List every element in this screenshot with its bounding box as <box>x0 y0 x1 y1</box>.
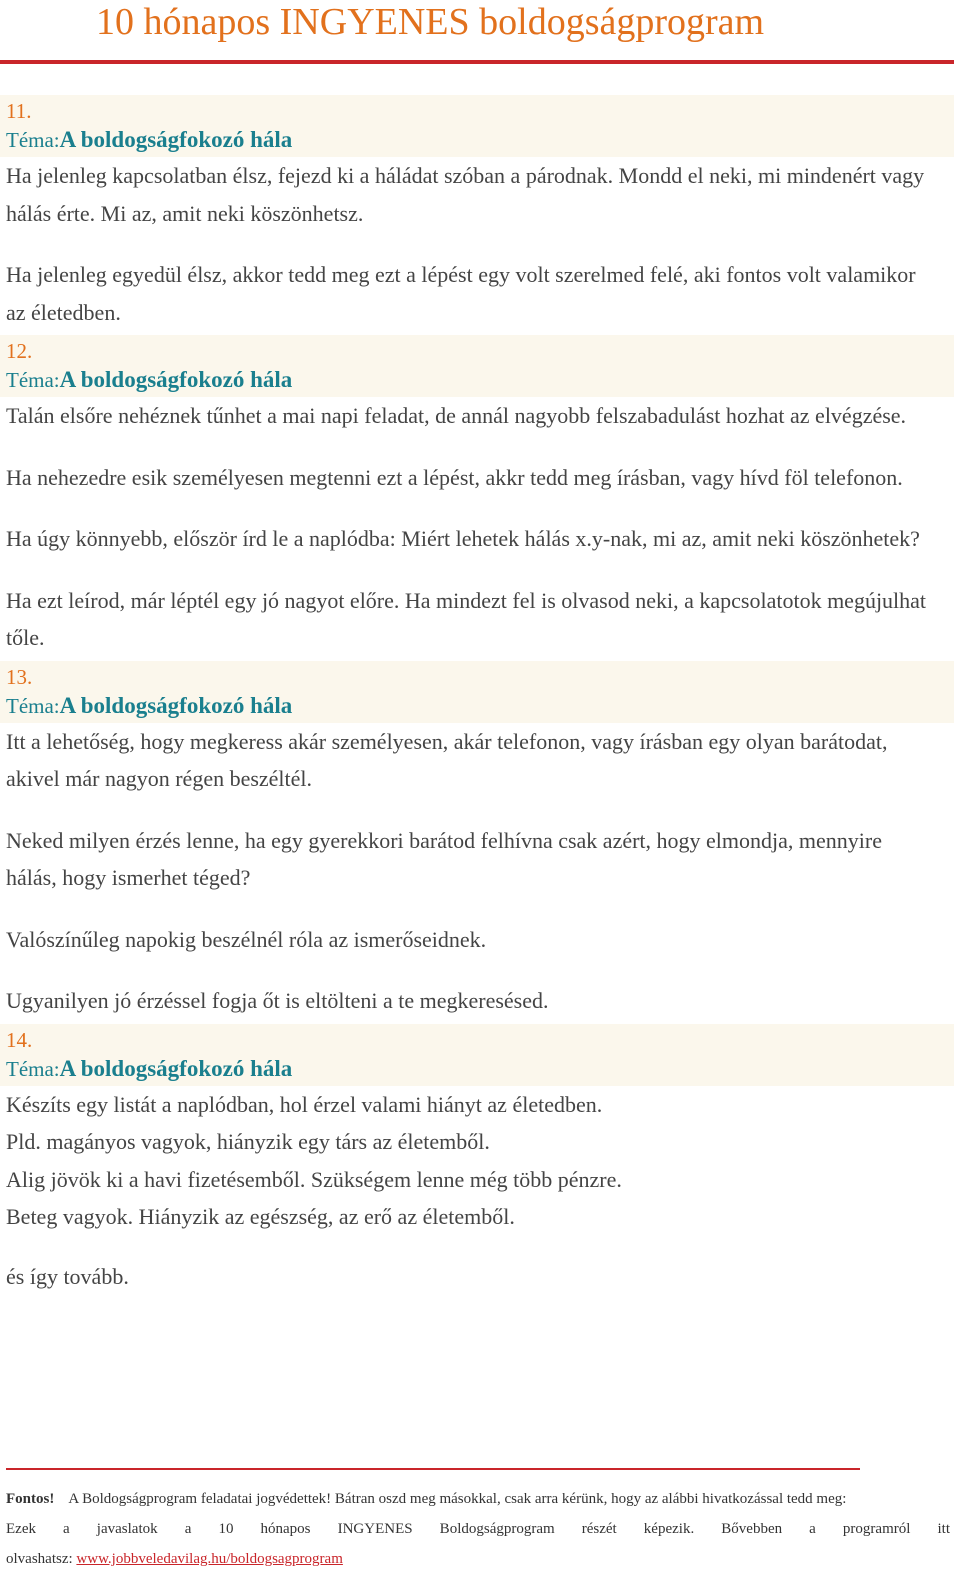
paragraph: Talán elsőre nehéznek tűnhet a mai napi feladat, de annál nagyobb felszabadulást hozhat az elvégzése. <box>6 403 907 428</box>
document-body <box>0 95 954 1295</box>
topic-name: A boldogságfokozó hála <box>59 1055 293 1081</box>
footer-link-prefix: olvashatsz: <box>6 1551 73 1567</box>
paragraph: Ha nehezedre esik személyesen megtenni ezt a lépést, akkr tedd meg írásban, vagy hívd föl telefonon. <box>6 464 903 490</box>
topic-line <box>6 365 954 395</box>
day-section-12 <box>0 335 954 657</box>
list-line: Készíts egy listát a naplódban, hol érzel valami hiányt az életedben. <box>6 1091 603 1117</box>
topic-label: Téma: <box>6 128 60 152</box>
footer-notice <box>6 1484 950 1514</box>
paragraph: Neked milyen érzés lenne, ha egy gyerekkori barátod felhívna csak azért, hogy elmondja, mennyire hálás, hogy ismerhet téged? <box>6 827 882 890</box>
paragraph: Valószínűleg napokig beszélnél róla az ismerőseidnek. <box>6 926 487 952</box>
footer <box>6 1484 950 1574</box>
day-section-14 <box>0 1024 954 1296</box>
topic-name: A boldogságfokozó hála <box>59 692 293 718</box>
footer-label: Fontos! <box>6 1491 55 1507</box>
footer-link-line <box>6 1544 950 1574</box>
title-divider <box>0 60 954 64</box>
topic-name: A boldogságfokozó hála <box>59 367 293 392</box>
topic-label: Téma: <box>6 368 60 392</box>
topic-name: A boldogságfokozó hála <box>59 127 293 152</box>
topic-line <box>6 691 954 721</box>
day-header <box>0 661 954 723</box>
paragraph: Ha ezt leírod, már léptél egy jó nagyot előre. Ha mindezt fel is olvasod neki, a kapcsolatotok megújulhat tőle. <box>6 587 927 650</box>
list-line: Beteg vagyok. Hiányzik az egészség, az erő az életemből. <box>6 1204 515 1229</box>
closing-line: és így tovább. <box>6 1263 129 1289</box>
day-number: 11. <box>6 99 32 123</box>
paragraph: Ugyanilyen jó érzéssel fogja őt is eltölteni a te megkeresésed. <box>6 988 549 1013</box>
program-link[interactable]: www.jobbveledavilag.hu/boldogsagprogram <box>76 1551 343 1567</box>
paragraph: Ha jelenleg kapcsolatban élsz, fejezd ki a háládat szóban a párodnak. Mondd el neki, mi mindenért vagy hálás érte. Mi az, amit neki köszönhetsz. <box>6 163 925 226</box>
footer-attribution: Ezek a javaslatok a 10 hónapos INGYENES Boldogságprogram részét képezik. Bővebben a programról itt <box>6 1521 950 1537</box>
footer-notice-text: A Boldogságprogram feladatai jogvédettek! Bátran oszd meg másokkal, csak arra kérünk, hogy az alábbi hivatkozással tedd meg: <box>68 1491 847 1507</box>
topic-label: Téma: <box>6 693 60 718</box>
topic-line <box>6 1054 954 1084</box>
paragraph: Ha jelenleg egyedül élsz, akkor tedd meg ezt a lépést egy volt szerelmed felé, aki fontos volt valamikor az életedben. <box>6 262 916 325</box>
day-number: 14. <box>6 1027 33 1052</box>
list-line: Alig jövök ki a havi fizetésemből. Szükségem lenne még több pénzre. <box>6 1166 622 1192</box>
footer-divider <box>6 1468 860 1470</box>
day-section-13 <box>0 661 954 1020</box>
day-header <box>0 95 954 157</box>
day-number: 13. <box>6 664 33 689</box>
day-header <box>0 335 954 397</box>
day-number: 12. <box>6 339 33 363</box>
topic-line <box>6 125 954 155</box>
day-section-11 <box>0 95 954 331</box>
topic-label: Téma: <box>6 1056 60 1081</box>
page-title: 10 hónapos INGYENES boldogságprogram <box>96 1 765 43</box>
list-line: Pld. magányos vagyok, hiányzik egy társ az életemből. <box>6 1129 490 1154</box>
paragraph: Ha úgy könnyebb, először írd le a naplódba: Miért lehetek hálás x.y-nak, mi az, amit neki köszönhetek? <box>6 526 920 551</box>
paragraph: Itt a lehetőség, hogy megkeress akár személyesen, akár telefonon, vagy írásban egy olyan barátodat, akivel már nagyon régen beszéltél. <box>6 728 888 791</box>
day-header <box>0 1024 954 1086</box>
